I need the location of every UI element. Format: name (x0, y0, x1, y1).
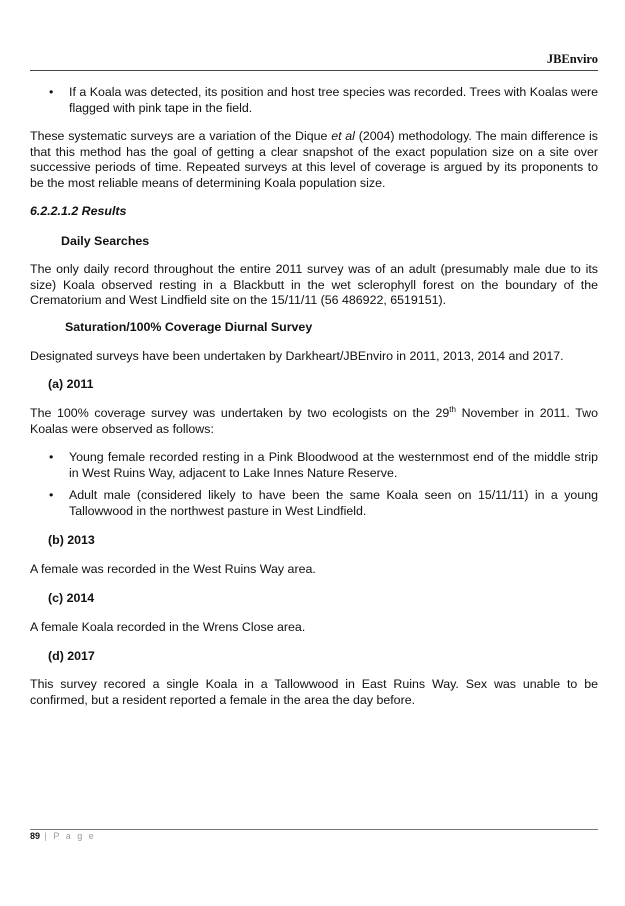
section-heading: 6.2.2.1.2 Results (30, 204, 127, 218)
text-run: (2004) methodology. The main difference is that this method has the goal of getting a clear snapshot of the exact population size on a site over successive periods of time. Repeated surveys at this level of coverage is argued by its proponents to be the most reliable means of determining Koala population size. (30, 129, 599, 190)
subheading-daily: Daily Searches (61, 234, 150, 248)
subheading-saturation: Saturation/100% Coverage Diurnal Survey (65, 320, 313, 334)
superscript: th (449, 404, 456, 414)
bullet-icon: • (49, 85, 54, 99)
paragraph-2013: A female was recorded in the West Ruins Way area. (30, 562, 316, 576)
text-run-italic: et al (331, 129, 355, 143)
page-number: 89 (30, 831, 41, 841)
header-brand: JBEnviro (546, 52, 598, 66)
paragraph-daily: The only daily record throughout the entire 2011 survey was of an adult (presumably male due to its size) Koala observed resting in a Blackbutt in the wet sclerophyll forest on the boundary of the Crematorium and West Lindfield site on the 15/11/11 (56 486922, 6519151). (30, 262, 598, 307)
text-run: The 100% coverage survey was undertaken by two ecologists on the 29 (30, 406, 450, 420)
bullet-item-adult-male (30, 488, 598, 519)
paragraph-methodology (30, 129, 598, 191)
heading-2013: (b) 2013 (48, 533, 95, 547)
heading-2017: (d) 2017 (48, 649, 95, 663)
bullet-text: Adult male (considered likely to have been the same Koala seen on 15/11/11) in a young Tallowwood in the northwest pasture in West Lindfield. (69, 488, 598, 518)
footer-divider (30, 829, 598, 830)
bullet-icon: • (49, 488, 54, 502)
bullet-text: Young female recorded resting in a Pink Bloodwood at the westernmost end of the middle strip in West Ruins Way, adjacent to Lake Innes Nature Reserve. (69, 450, 598, 480)
header-divider (30, 70, 598, 71)
bullet-text: If a Koala was detected, its position and host tree species was recorded. Trees with Koalas were flagged with pink tape in the field. (69, 85, 598, 115)
paragraph-2017: This survey recored a single Koala in a Tallowwood in East Ruins Way. Sex was unable to be confirmed, but a resident reported a female in the area the day before. (30, 677, 598, 707)
text-run: November in 2011. Two Koalas were observed as follows: (30, 406, 598, 436)
page-footer (30, 831, 96, 841)
page-label: | P a g e (44, 831, 96, 841)
bullet-icon: • (49, 450, 54, 464)
heading-2014: (c) 2014 (48, 591, 95, 605)
bullet-item-detection (30, 85, 598, 116)
text-run: These systematic surveys are a variation of the Dique (30, 129, 332, 143)
bullet-item-young-female (30, 450, 598, 481)
paragraph-2014: A female Koala recorded in the Wrens Close area. (30, 620, 306, 634)
paragraph-2011 (30, 406, 598, 437)
paragraph-saturation: Designated surveys have been undertaken by Darkheart/JBEnviro in 2011, 2013, 2014 and 2017. (30, 349, 564, 363)
heading-2011: (a) 2011 (48, 377, 94, 391)
